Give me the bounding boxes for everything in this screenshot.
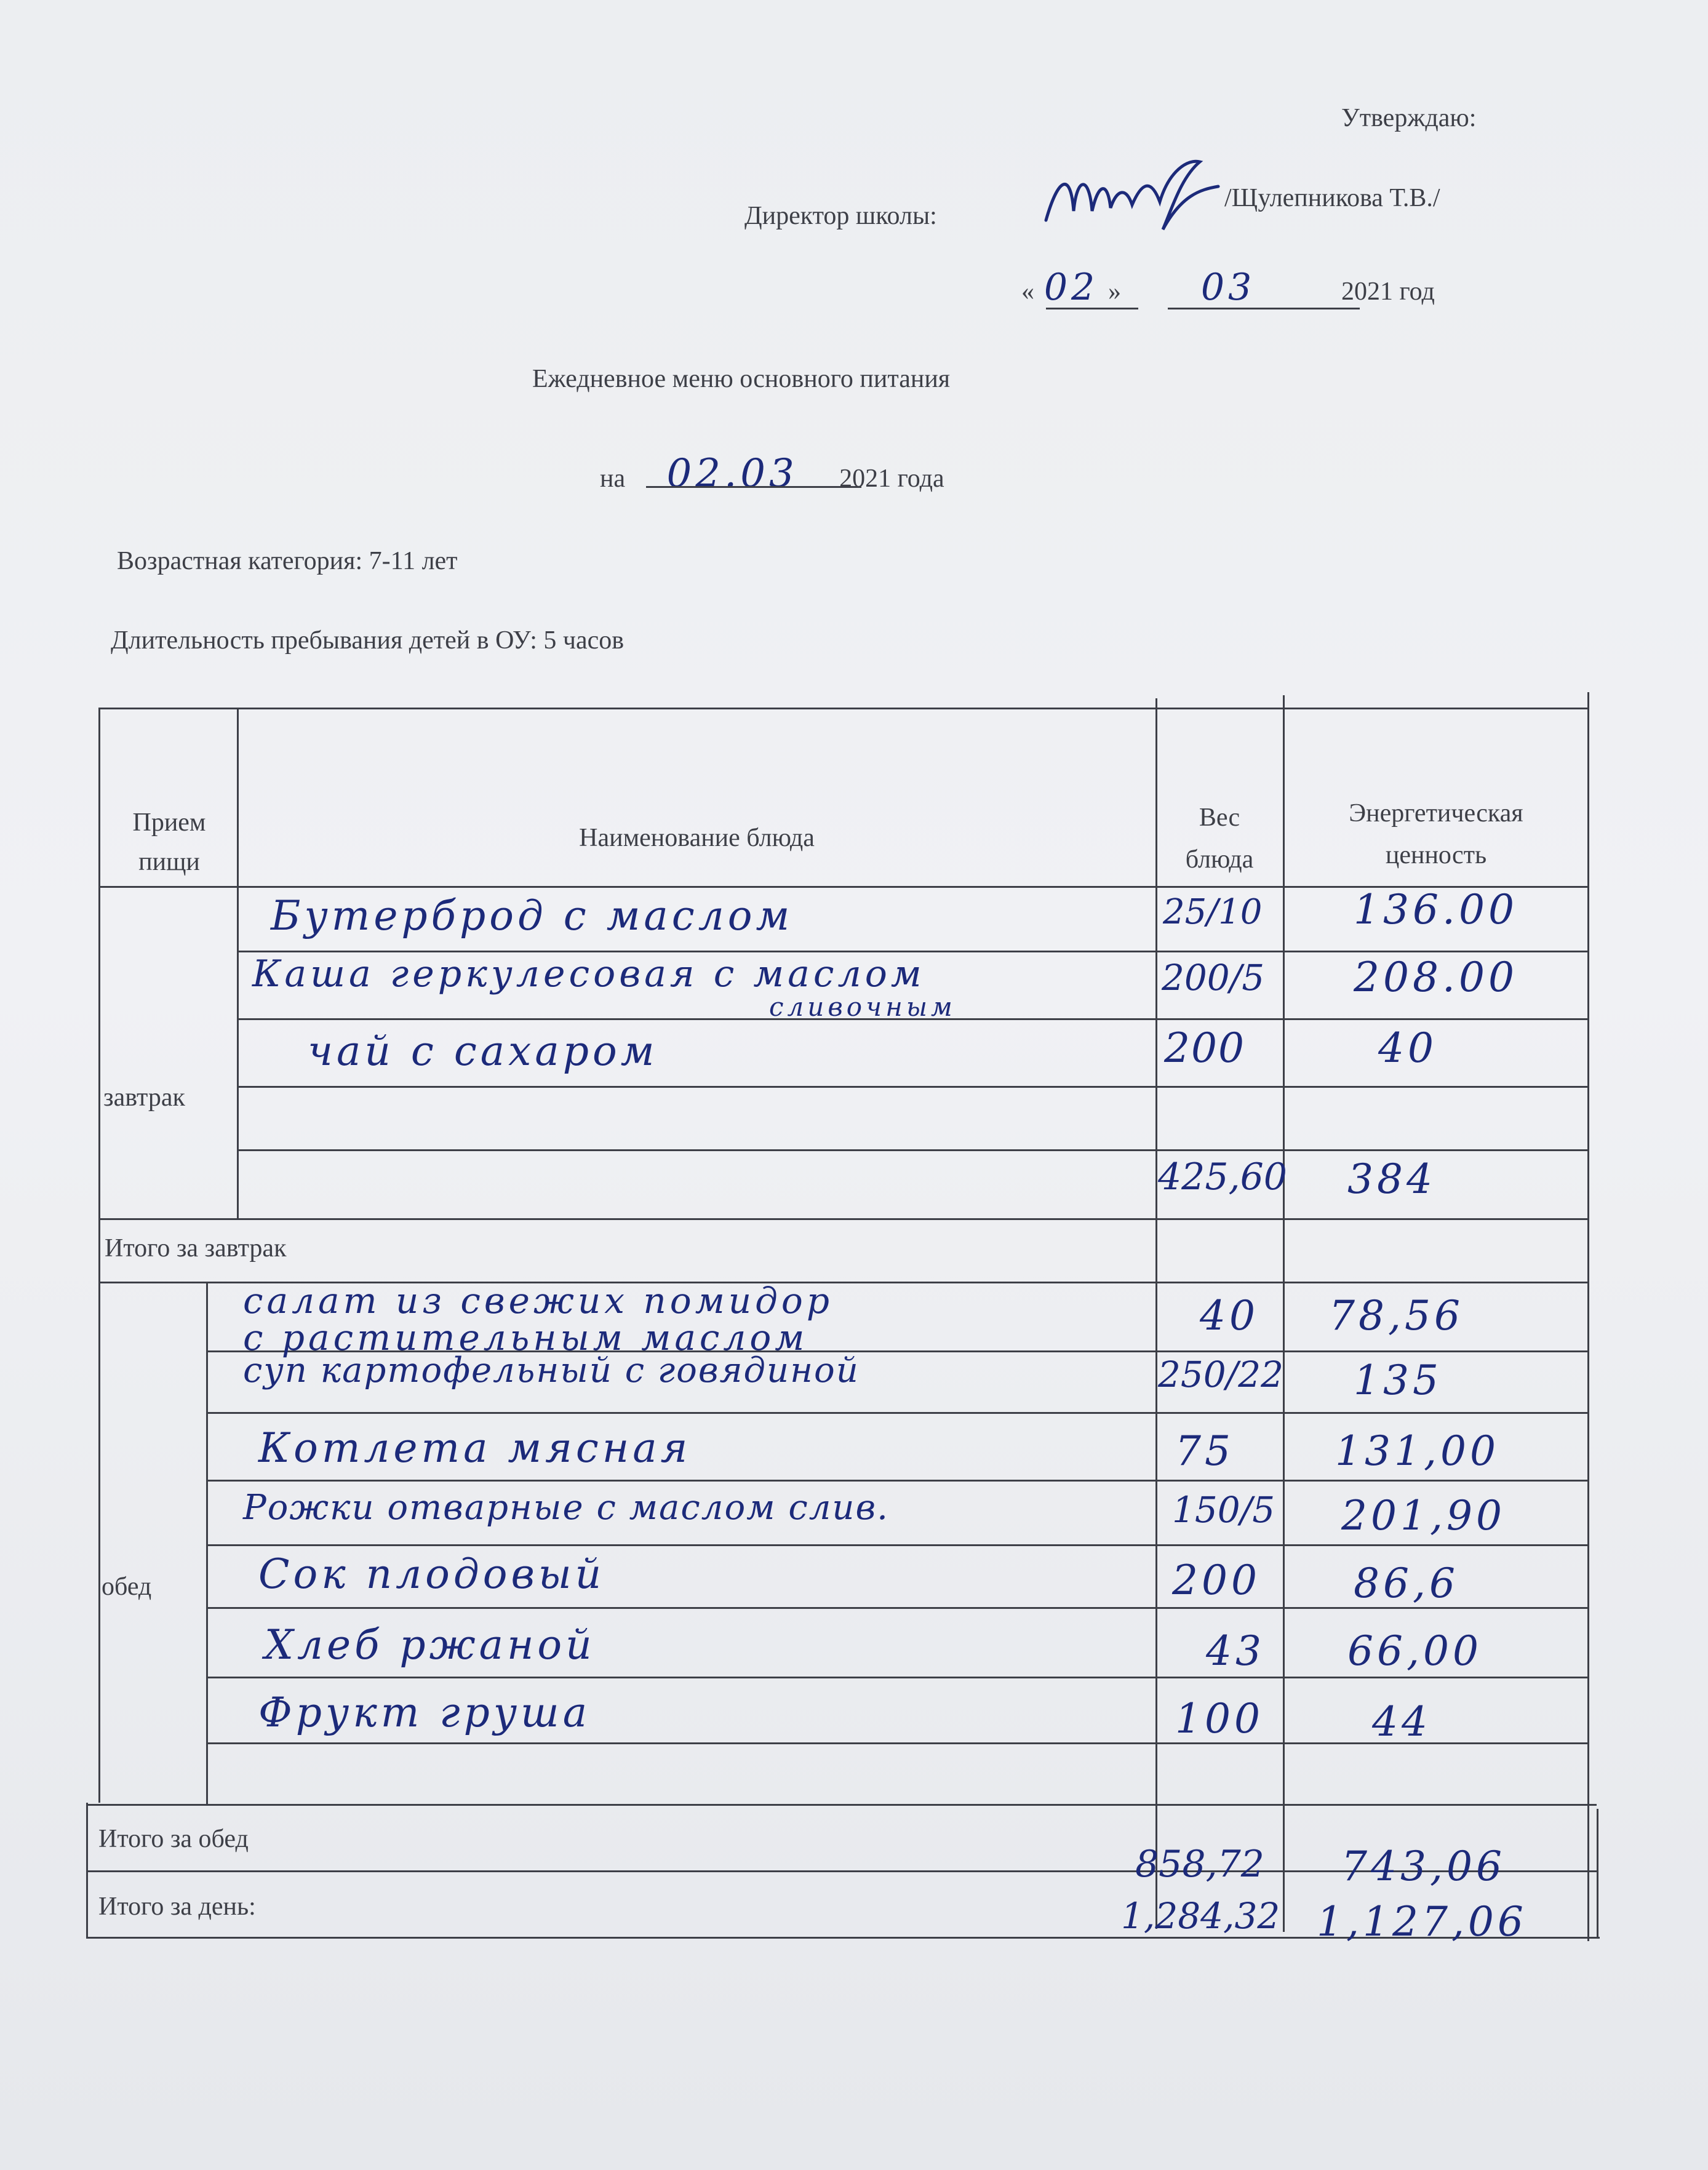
lunch-dish-1: салат из свежих помидор [243, 1280, 833, 1322]
lunch-weight-5: 200 [1172, 1557, 1261, 1604]
stay-duration: Длительность пребывания детей в ОУ: 5 часов [111, 626, 625, 655]
menu-date [600, 451, 944, 497]
lunch-weight-4: 150/5 [1172, 1489, 1275, 1531]
director-label: Директор школы: [744, 202, 937, 230]
col-energy-line2: ценность [1385, 841, 1487, 869]
day-total-weight: 1,284,32 [1121, 1895, 1280, 1937]
breakfast-dish-2-line2: сливочным [769, 992, 956, 1022]
lunch-energy-2: 135 [1354, 1357, 1442, 1404]
breakfast-dish-3: чай с сахаром [308, 1027, 658, 1075]
director-name: /Щулепникова Т.В./ [1224, 184, 1440, 212]
lunch-dish-3: Котлета мясная [258, 1424, 692, 1472]
lunch-energy-3: 131,00 [1335, 1427, 1499, 1475]
lunch-dish-1-line2: с растительным маслом [243, 1317, 808, 1358]
lunch-energy-7: 44 [1372, 1698, 1431, 1745]
lunch-energy-6: 66,00 [1347, 1627, 1482, 1675]
month-underline [1168, 308, 1360, 309]
breakfast-dish-1: Бутерброд с маслом [271, 892, 794, 939]
lunch-energy-1: 78,56 [1329, 1292, 1464, 1339]
lunch-label: обед [102, 1573, 152, 1601]
breakfast-energy-1: 136.00 [1354, 886, 1518, 933]
lunch-energy-4: 201,90 [1341, 1492, 1506, 1539]
breakfast-dish-2: Каша геркулесовая с маслом [252, 952, 925, 995]
lunch-dish-4: Рожки отварные с маслом слив. [243, 1488, 889, 1528]
breakfast-energy-2: 208.00 [1354, 954, 1518, 1001]
day-underline [1046, 308, 1138, 309]
menu-title: Ежедневное меню основного питания [532, 365, 951, 393]
lunch-weight-2: 250/22 [1158, 1354, 1284, 1395]
lunch-dish-5: Сок плодовый [258, 1550, 605, 1598]
date-year: 2021 год [1341, 277, 1435, 306]
col-weight-header [1158, 797, 1281, 880]
breakfast-label: завтрак [103, 1083, 185, 1112]
col-energy-header [1286, 792, 1586, 876]
on-suffix: 2021 года [839, 465, 944, 493]
lunch-weight-6: 43 [1206, 1627, 1265, 1675]
breakfast-total-label: Итого за завтрак [105, 1234, 287, 1263]
approval-date [1021, 266, 1435, 309]
lunch-weight-3: 75 [1175, 1427, 1234, 1475]
lunch-dish-2: суп картофельный с говядиной [243, 1350, 860, 1390]
lunch-dish-6: Хлеб ржаной [265, 1621, 596, 1669]
day-total-label: Итого за день: [98, 1893, 256, 1921]
breakfast-subtotal-energy: 384 [1347, 1155, 1436, 1203]
director-signature [1040, 153, 1224, 242]
breakfast-subtotal-weight: 425,60 [1158, 1155, 1287, 1199]
lunch-dish-7: Фрукт груша [258, 1689, 591, 1736]
date-open-quote: « [1021, 277, 1034, 306]
approve-label: Утверждаю: [1341, 104, 1477, 132]
col-meal-line2: пищи [138, 848, 200, 876]
col-meal-line1: Прием [132, 808, 206, 837]
on-date: 02.03 [666, 451, 798, 497]
day-total-energy: 1,127,06 [1317, 1898, 1527, 1945]
date-day: 02 [1044, 266, 1099, 309]
breakfast-weight-1: 25/10 [1163, 892, 1263, 932]
age-category: Возрастная категория: 7-11 лет [117, 547, 458, 575]
col-energy-line1: Энергетическая [1349, 799, 1523, 828]
lunch-total-weight: 858,72 [1135, 1843, 1264, 1886]
lunch-weight-7: 100 [1175, 1695, 1264, 1742]
col-weight-line2: блюда [1185, 845, 1254, 874]
date-close-quote: » [1108, 277, 1121, 306]
col-dish-header: Наименование блюда [579, 824, 815, 852]
col-weight-line1: Вес [1199, 804, 1240, 832]
breakfast-energy-3: 40 [1378, 1024, 1437, 1072]
lunch-total-label: Итого за обед [98, 1825, 249, 1853]
lunch-weight-1: 40 [1200, 1292, 1259, 1339]
breakfast-weight-3: 200 [1164, 1024, 1245, 1072]
lunch-energy-5: 86,6 [1354, 1560, 1459, 1607]
on-date-underline [646, 486, 861, 488]
lunch-total-energy: 743,06 [1341, 1843, 1506, 1890]
breakfast-weight-2: 200/5 [1162, 957, 1265, 999]
date-month: 03 [1200, 266, 1256, 309]
on-prefix: на [600, 465, 626, 493]
col-meal-header [105, 803, 234, 882]
